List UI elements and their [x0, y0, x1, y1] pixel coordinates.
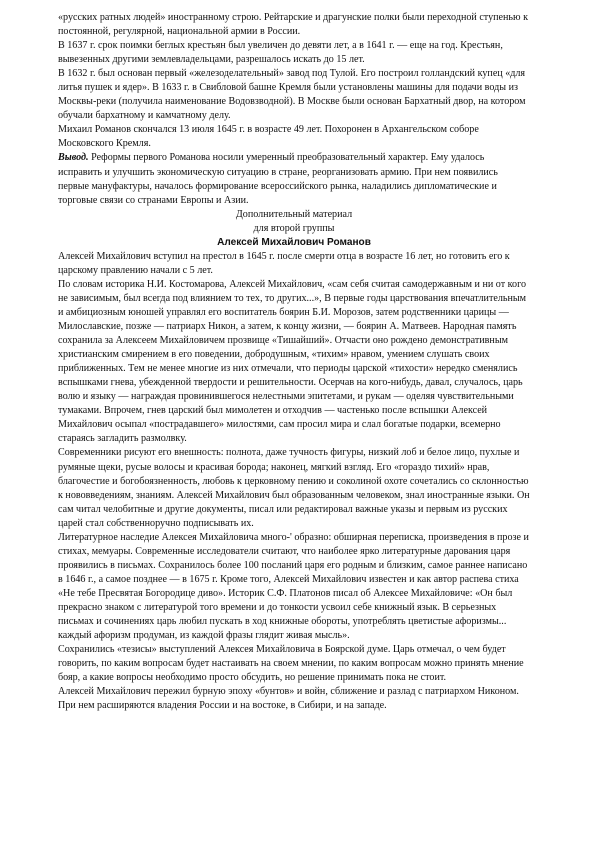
- conclusion-text: Реформы первого Романова носили умеренный преобразовательный характер. Ему удалось исправить и улучшить экономическую ситуацию в стране, реорганизовать армию. При нем появились первые мануфактуры, началось формирование всероссийского рынка, наладились дипломатические и торговые связи со странами Европы и Азии.: [58, 152, 498, 206]
- paragraph-army-regiments: «русских ратных людей» иностранному строю. Рейтарские и драгунские полки были переходной ступенью к постоянной, регулярной, национальной армии в России.: [58, 12, 528, 38]
- section-subtitle-2: для второй группы: [253, 222, 335, 234]
- paragraph-fugitive-peasants: В 1637 г. срок поимки беглых крестьян был увеличен до девяти лет, а в 1641 г. — еще на год. Крестьян, вывезенных другими землевладельцами, разрешалось искать до 15 лет.: [58, 40, 503, 66]
- paragraph-character: По словам историка Н.И. Костомарова, Алексей Михайлович, «сам себя считая самодержавным и ни от кого не зависимым, был всегда под влиянием то тех, то других...», В первые годы царствования впечатлительным и амбициозным юношей управлял его воспитатель боярин Б.И. Морозов, затем родственники царицы — Милославские, позже — патриарх Никон, а затем, к концу жизни, — боярин А. Матвеев. Народная память сохранила за Алексеем Михайловичем прозвище «Тишайший». Отчасти оно рождено демонстративным христианским смирением в его поведении, добродушным, «тихим» нравом, умением слушать своих приближенных. Тем не менее многие из них отмечали, что периоды царской «тихости» нередко сменялись вспышками гнева, убежденной твердости и решительности. Осерчав на кого-нибудь, давал, случалось, царь волю и языку — награждая провинившегося нелестными эпитетами, и рукам — оделяя чувствительными тумаками. Впрочем, гнев царский был мимолетен и отходчив — частенько после вспышки Алексей Михайлович осыпал «пострадавшего» милостями, сам просил мира и слал богатые подарки, всемерно стараясь загладить размолвку.: [58, 278, 527, 445]
- paragraph-ironworks: В 1632 г. был основан первый «железоделательный» завод под Тулой. Его построил голландский купец «для литья пушек и ядер». В 1633 г. в Свибловой башне Кремля были установлены машины для подачи воды из Москвы-реки (получила наименование Водовзводной). В Москве были основан Бархатный двор, на котором обучали бархатному и камчатному делу.: [58, 68, 526, 122]
- paragraph-appearance: Современники рисуют его внешность: полнота, даже тучность фигуры, низкий лоб и белое лицо, пухлые и румяные щеки, русые волосы и красивая борода; наконец, мягкий взгляд. Его «гораздо тихий» нрав, благочестие и богобоязненность, любовь к церковному пению и соколиной охоте сочетались со склонностью к нововведениям, знаниям. Алексей Михайлович был образованным человеком, знал иностранные языки. Он сам читал челобитные и другие документы, писал или редактировал важные указы и первым из русских царей стал собственноручно подписывать их.: [58, 447, 530, 529]
- paragraph-literary-legacy: Литературное наследие Алексея Михайловича много-' образно: обширная переписка, произведения в прозе и стихах, мемуары. Современные исследователи считают, что наиболее ярко литературные дарования царя проявились в письмах. Сохранилось более 100 посланий царя его родным и близким, самое раннее написано в 1646 г., а самое позднее — в 1675 г. Кроме того, Алексей Михайлович известен и как автор распева стиха «Не тебе Пресвятая Богородице диво». Историк С.Ф. Платонов писал об Алексее Михайловиче: «Он был прекрасно знаком с литературой того времени и до тонкости усвоил себе книжный язык. В серьезных письмах и сочинениях царь любил пускать в ход книжные обороты, употреблять цветистые афоризмы... каждый афоризм продуман, из каждой фразы глядит живая мысль».: [58, 531, 529, 642]
- paragraph-mikhail-death: Михаил Романов скончался 13 июля 1645 г. в возрасте 49 лет. Похоронен в Архангельском соборе Московского Кремля.: [58, 124, 479, 150]
- section-subtitle-1: Дополнительный материал: [235, 208, 353, 220]
- paragraph-turbulent-era: Алексей Михайлович пережил бурную эпоху «бунтов» и войн, сближение и разлад с патриархом Никоном. При нем расширяются владения России и на востоке, в Сибири, и на западе.: [58, 686, 519, 712]
- section-title: Алексей Михайлович Романов: [217, 236, 371, 248]
- paragraph-conclusion: [58, 151, 530, 207]
- document-page: [58, 11, 530, 713]
- paragraph-accession: Алексей Михайлович вступил на престол в 1645 г. после смерти отца в возрасте 16 лет, но готовить его к царскому правлению начали с 5 лет.: [58, 250, 510, 276]
- conclusion-label: Вывод.: [58, 152, 89, 164]
- paragraph-duma-theses: Сохранились «тезисы» выступлений Алексея Михайловича в Боярской думе. Царь отмечал, о чем будет говорить, по каким вопросам будет настаивать на своем мнении, по каким вопросам можно принять мнение бояр, а какие вопросы необходимо просто обсудить, но решение принимать пока не стоит.: [58, 644, 524, 684]
